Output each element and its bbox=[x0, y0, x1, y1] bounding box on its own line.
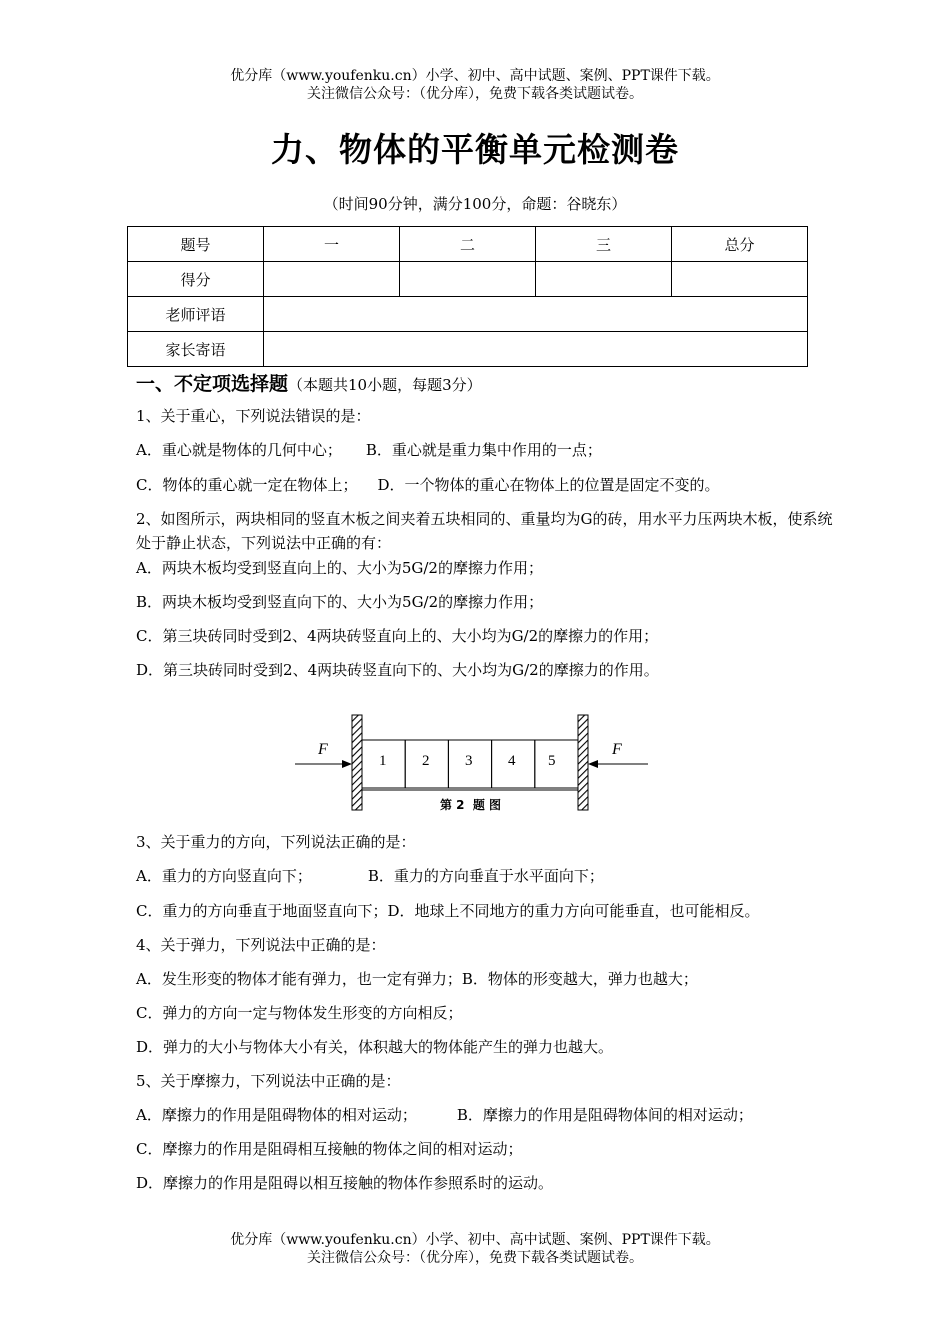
question-1-stem: 1、关于重心，下列说法错误的是： bbox=[136, 407, 371, 425]
left-board bbox=[352, 715, 362, 810]
section-title: 一、不定项选择题 bbox=[136, 373, 289, 395]
right-board bbox=[578, 715, 588, 810]
brick-label: 5 bbox=[548, 753, 556, 769]
option-c: C．物体的重心就一定在物体上； bbox=[136, 476, 358, 494]
table-header-cell: 三 bbox=[536, 227, 672, 262]
score-cell bbox=[264, 262, 400, 297]
option-b: B．重力的方向垂直于水平面向下； bbox=[367, 867, 604, 885]
table-row bbox=[128, 297, 808, 332]
question-4-options-ab: A．发生形变的物体才能有弹力，也一定有弹力；B．物体的形变越大，弹力也越大； bbox=[136, 970, 698, 988]
row-label: 得分 bbox=[128, 262, 264, 297]
brick-label: 3 bbox=[465, 753, 473, 769]
footer-line-1: 优分库（www.youfenku.cn）小学、初中、高中试题、案例、PPT课件下载。 bbox=[230, 1232, 720, 1248]
brick-label: 1 bbox=[379, 753, 387, 769]
brick-label: 2 bbox=[422, 753, 430, 769]
score-cell bbox=[672, 262, 808, 297]
question-3-options-ab bbox=[136, 866, 604, 886]
right-force-label: F bbox=[612, 741, 622, 758]
option-a: A．重力的方向竖直向下； bbox=[136, 867, 312, 885]
option-d: D．摩擦力的作用是阻碍以相互接触的物体作参照系时的运动。 bbox=[136, 1174, 554, 1192]
question-1-options-ab bbox=[136, 440, 602, 460]
option-b: B．重心就是重力集中作用的一点； bbox=[365, 441, 602, 459]
footer-line-2: 关注微信公众号：（优分库），免费下载各类试题试卷。 bbox=[307, 1250, 643, 1266]
row-label: 老师评语 bbox=[128, 297, 264, 332]
comment-cell bbox=[264, 297, 808, 332]
question-3-options-cd: C．重力的方向垂直于地面竖直向下；D．地球上不同地方的重力方向可能垂直，也可能相反。 bbox=[136, 902, 760, 920]
question-2-stem: 2、如图所示，两块相同的竖直木板之间夹着五块相同的、重量均为G的砖，用水平力压两块木板，使系统处于静止状态，下列说法中正确的有： bbox=[136, 510, 833, 552]
table-header-cell: 题号 bbox=[128, 227, 264, 262]
option-c: C．摩擦力的作用是阻碍相互接触的物体之间的相对运动； bbox=[136, 1140, 523, 1158]
question-3-stem: 3、关于重力的方向，下列说法正确的是： bbox=[136, 833, 416, 851]
score-cell bbox=[400, 262, 536, 297]
comment-cell bbox=[264, 332, 808, 367]
question-5-options-ab bbox=[136, 1105, 753, 1125]
score-table bbox=[127, 226, 808, 367]
exam-info: （时间90分钟，满分100分，命题：谷晓东） bbox=[323, 195, 627, 213]
option-d: D．弹力的大小与物体大小有关，体积越大的物体能产生的弹力也越大。 bbox=[136, 1038, 614, 1056]
question-4-stem: 4、关于弹力，下列说法中正确的是： bbox=[136, 936, 386, 954]
table-header-cell: 二 bbox=[400, 227, 536, 262]
question-1-options-cd bbox=[136, 475, 720, 495]
option-d: D．一个物体的重心在物体上的位置是固定不变的。 bbox=[377, 476, 720, 494]
brick-label: 4 bbox=[508, 753, 516, 769]
left-force-label: F bbox=[318, 741, 328, 758]
left-arrow-head-icon bbox=[342, 760, 352, 768]
option-a: A．摩擦力的作用是阻碍物体的相对运动； bbox=[136, 1106, 417, 1124]
table-row bbox=[128, 332, 808, 367]
table-header-cell: 一 bbox=[264, 227, 400, 262]
option-b: B．两块木板均受到竖直向下的、大小为5G/2的摩擦力作用； bbox=[136, 593, 544, 611]
question-5-stem: 5、关于摩擦力，下列说法中正确的是： bbox=[136, 1072, 401, 1090]
option-a: A．两块木板均受到竖直向上的、大小为5G/2的摩擦力作用； bbox=[136, 559, 543, 577]
option-c: C．弹力的方向一定与物体发生形变的方向相反； bbox=[136, 1004, 463, 1022]
table-row bbox=[128, 262, 808, 297]
table-row bbox=[128, 227, 808, 262]
option-c: C．第三块砖同时受到2、4两块砖竖直向上的、大小均为G/2的摩擦力的作用； bbox=[136, 627, 659, 645]
section-note: （本题共10小题，每题3分） bbox=[288, 376, 482, 394]
brick-clamp-figure bbox=[290, 712, 660, 822]
option-b: B．摩擦力的作用是阻碍物体间的相对运动； bbox=[456, 1106, 753, 1124]
header-line-1: 优分库（www.youfenku.cn）小学、初中、高中试题、案例、PPT课件下载。 bbox=[230, 68, 720, 84]
option-d: D．第三块砖同时受到2、4两块砖竖直向下的、大小均为G/2的摩擦力的作用。 bbox=[136, 661, 659, 679]
section-heading bbox=[136, 369, 482, 396]
score-cell bbox=[536, 262, 672, 297]
page-title: 力、物体的平衡单元检测卷 bbox=[271, 130, 679, 169]
header-line-2: 关注微信公众号：（优分库），免费下载各类试题试卷。 bbox=[307, 86, 643, 102]
row-label: 家长寄语 bbox=[128, 332, 264, 367]
figure-caption: 第 2 题 图 bbox=[440, 798, 502, 812]
option-a: A．重心就是物体的几何中心； bbox=[136, 441, 342, 459]
right-arrow-head-icon bbox=[588, 760, 598, 768]
table-header-cell: 总分 bbox=[672, 227, 808, 262]
brick bbox=[535, 740, 578, 788]
